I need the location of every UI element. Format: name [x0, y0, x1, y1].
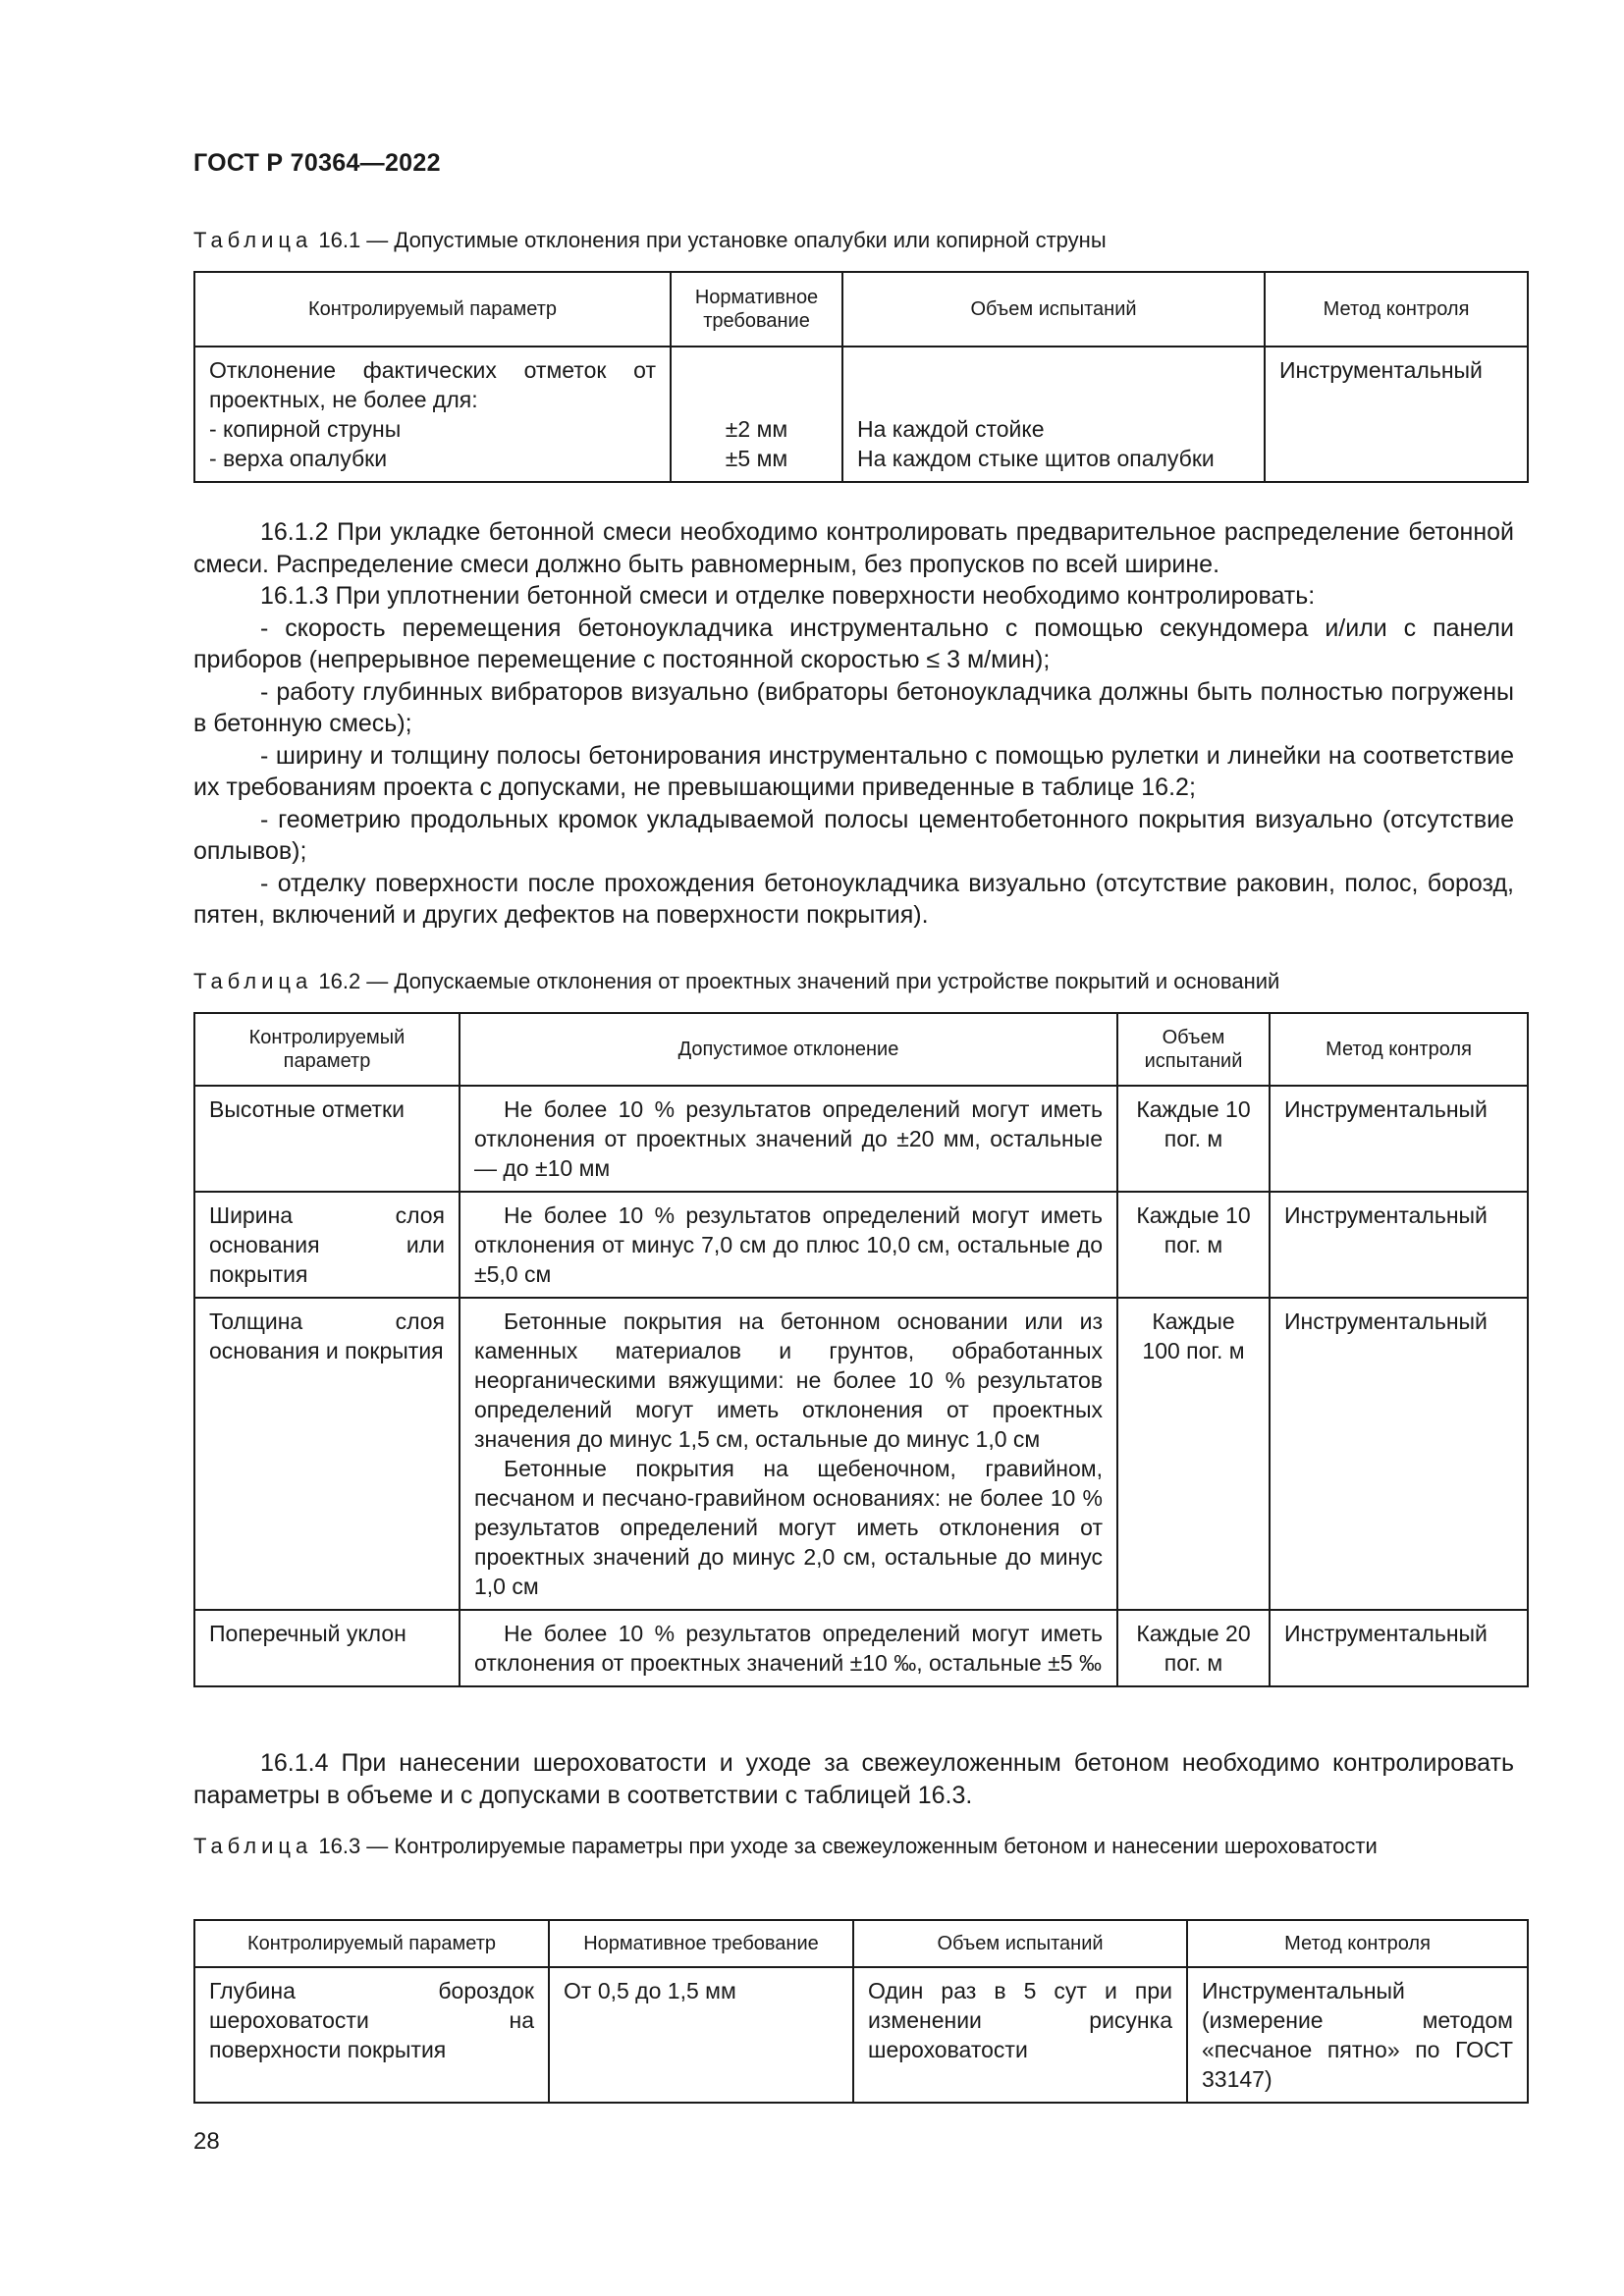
page-number: 28: [193, 2128, 220, 2155]
list-item-geometry: - геометрию продольных кромок укладываемой полосы цементобетонного покрытия визуально (отсутствие оплывов);: [193, 805, 1514, 865]
paragraph-16-1-4: 16.1.4 При нанесении шероховатости и уходе за свежеуложенным бетоном необходимо контролировать параметры в объеме и с допусками в соответствии с таблицей 16.3.: [193, 1749, 1514, 1809]
table-16-1-req-cell: [671, 347, 842, 482]
table-16-1-param-cell: [194, 347, 671, 482]
table-16-2: [193, 1012, 1529, 1687]
table-16-2-header-scope: Объем испытаний: [1117, 1013, 1270, 1086]
table-16-1-header-scope: Объем испытаний: [842, 272, 1265, 347]
table-16-1-param-formwork: - верха опалубки: [209, 446, 388, 471]
table-16-2-header-dev: Допустимое отклонение: [460, 1013, 1117, 1086]
table-16-1-caption-word: Таблица: [193, 228, 313, 252]
table-16-2-caption: [193, 967, 1279, 996]
table-16-2-row-1-param: Высотные отметки: [194, 1086, 460, 1192]
list-item-finish: - отделку поверхности после прохождения бетоноукладчика визуально (отсутствие раковин, полос, борозд, пятен, включений и других дефектов на поверхности покрытия).: [193, 869, 1514, 929]
table-16-2-caption-word: Таблица: [193, 969, 313, 993]
table-16-1-method-cell: Инструментальный: [1265, 347, 1528, 482]
table-16-1-req-formwork: ±5 мм: [725, 446, 788, 471]
table-row: [194, 1610, 1528, 1686]
table-16-1-scope-formwork: На каждом стыке щитов опалубки: [857, 446, 1215, 471]
table-16-2-row-4-method: Инструментальный: [1270, 1610, 1528, 1686]
table-16-3-param: Глубина бороздок шероховатости на поверхности покрытия: [194, 1967, 549, 2103]
table-16-1-req-string: ±2 мм: [725, 416, 788, 442]
table-16-2-row-3-param: Толщина слоя основания и покрытия: [194, 1298, 460, 1610]
table-16-1: [193, 271, 1529, 483]
table-16-2-row-4-dev-text: Не более 10 % результатов определений могут иметь отклонения от проектных значений ±10 ‰, остальные ±5 ‰: [474, 1621, 1103, 1676]
table-16-1-param-string: - копирной струны: [209, 416, 402, 442]
table-16-3-header-scope: Объем испытаний: [853, 1920, 1187, 1967]
table-row: [194, 1086, 1528, 1192]
table-16-2-row-2-param: Ширина слоя основания или покрытия: [194, 1192, 460, 1298]
table-16-2-header-param: Контролируемый параметр: [194, 1013, 460, 1086]
table-16-2-header-method: Метод контроля: [1270, 1013, 1528, 1086]
table-16-2-row-3-dev: [460, 1298, 1117, 1610]
table-16-1-caption: [193, 226, 1107, 255]
table-16-1-param-main: Отклонение фактических отметок от проектных, не более для:: [209, 357, 656, 412]
table-16-3: [193, 1919, 1529, 2104]
table-16-2-row-1-dev-text: Не более 10 % результатов определений могут иметь отклонения от проектных значений до ±20 мм, остальные — до ±10 мм: [474, 1096, 1103, 1181]
list-item-speed: - скорость перемещения бетоноукладчика инструментально с помощью секундомера и/или с панели приборов (непрерывное перемещение с постоянной скоростью ≤ 3 м/мин);: [193, 614, 1514, 673]
table-row: [194, 1967, 1528, 2103]
table-16-3-header-req: Нормативное требование: [549, 1920, 853, 1967]
table-16-2-row-2-dev-text: Не более 10 % результатов определений могут иметь отклонения от минус 7,0 см до плюс 10,0 см, остальные до ±5,0 см: [474, 1202, 1103, 1287]
paragraph-16-1-2: 16.1.2 При укладке бетонной смеси необходимо контролировать предварительное распределение бетонной смеси. Распределение смеси должно быть равномерным, без пропусков по всей ширине.: [193, 518, 1514, 578]
table-16-2-row-1-scope: Каждые 10 пог. м: [1117, 1086, 1270, 1192]
table-16-2-row-3-dev-text-1: Бетонные покрытия на бетонном основании или из каменных материалов и грунтов, обработанных неорганическими вяжущими: не более 10 % результатов определений могут иметь отклонения от проектных значения до минус 1,5 см, остальные до минус 1,0 см: [474, 1308, 1103, 1452]
table-16-3-caption-text: 16.3 — Контролируемые параметры при уходе за свежеуложенным бетоном и нанесении шероховатости: [312, 1834, 1378, 1858]
table-16-2-row-4-param: Поперечный уклон: [194, 1610, 460, 1686]
table-16-2-row-1-dev: [460, 1086, 1117, 1192]
table-16-2-row-1-method: Инструментальный: [1270, 1086, 1528, 1192]
table-16-3-header-param: Контролируемый параметр: [194, 1920, 549, 1967]
list-item-width: - ширину и толщину полосы бетонирования инструментально с помощью рулетки и линейки на соответствие их требованиям проекта с допусками, не превышающими приведенные в таблице 16.2;: [193, 741, 1514, 801]
table-16-2-caption-text: 16.2 — Допускаемые отклонения от проектных значений при устройстве покрытий и оснований: [312, 969, 1280, 993]
table-16-2-row-4-scope: Каждые 20 пог. м: [1117, 1610, 1270, 1686]
paragraph-16-1-3: 16.1.3 При уплотнении бетонной смеси и отделке поверхности необходимо контролировать:: [260, 582, 1316, 610]
table-16-2-row-4-dev: [460, 1610, 1117, 1686]
section-16-1-4-text: [193, 1747, 1514, 1811]
table-16-2-row-3-dev-text-2: Бетонные покрытия на щебеночном, гравийном, песчаном и песчано-гравийном основаниях: не более 10 % результатов определений могут иметь отклонения от проектных значений до минус 2,0 см, остальные до минус 1,0 см: [474, 1456, 1103, 1599]
table-16-1-caption-text: 16.1 — Допустимые отклонения при установке опалубки или копирной струны: [312, 228, 1107, 252]
table-16-3-caption: [193, 1832, 1527, 1861]
table-16-2-row-3-scope: Каждые 100 пог. м: [1117, 1298, 1270, 1610]
table-16-2-row-2-dev: [460, 1192, 1117, 1298]
table-16-1-scope-cell: [842, 347, 1265, 482]
table-16-1-scope-string: На каждой стойке: [857, 416, 1045, 442]
table-16-3-method: Инструментальный (измерение методом «песчаное пятно» по ГОСТ 33147): [1187, 1967, 1528, 2103]
table-16-2-row-2-method: Инструментальный: [1270, 1192, 1528, 1298]
table-16-3-caption-word: Таблица: [193, 1834, 313, 1858]
list-item-vibrators: - работу глубинных вибраторов визуально (вибраторы бетоноукладчика должны быть полностью погружены в бетонную смесь);: [193, 677, 1514, 737]
table-16-3-req: От 0,5 до 1,5 мм: [549, 1967, 853, 2103]
table-16-2-row-3-method: Инструментальный: [1270, 1298, 1528, 1610]
table-16-1-header-req: Нормативное требование: [671, 272, 842, 347]
table-16-3-scope: Один раз в 5 сут и при изменении рисунка шероховатости: [853, 1967, 1187, 2103]
section-16-1-2-text: [193, 516, 1514, 932]
table-16-1-header-param: Контролируемый параметр: [194, 272, 671, 347]
table-16-2-row-2-scope: Каждые 10 пог. м: [1117, 1192, 1270, 1298]
table-row: [194, 1298, 1528, 1610]
table-16-1-header-method: Метод контроля: [1265, 272, 1528, 347]
table-16-3-header-method: Метод контроля: [1187, 1920, 1528, 1967]
table-row: [194, 1192, 1528, 1298]
document-header: ГОСТ Р 70364—2022: [193, 149, 441, 177]
